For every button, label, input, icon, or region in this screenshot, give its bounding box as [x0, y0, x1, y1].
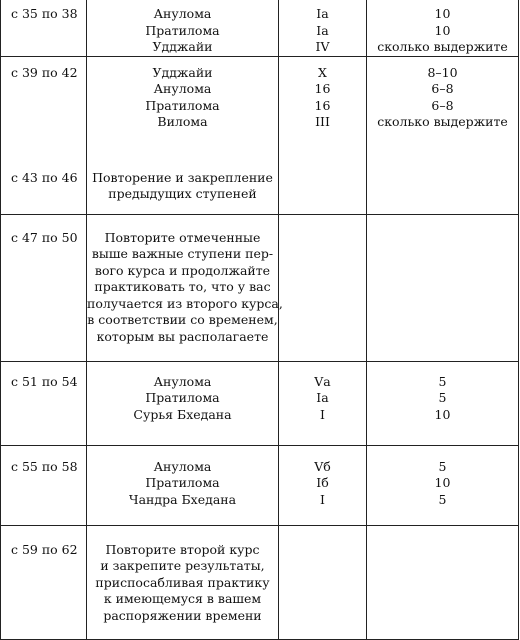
period-cell: [1, 361, 87, 445]
period-label: с 35 по 38: [11, 6, 78, 21]
level-value: I: [320, 406, 325, 422]
exercise-name: Сурья Бхедана: [133, 406, 232, 422]
exercise-name: Удджайи: [152, 39, 213, 54]
level-value: 16: [314, 97, 331, 113]
period-cell: [1, 214, 87, 361]
description-cell: [87, 214, 283, 361]
description-line: вого курса и продолжайте: [94, 262, 271, 278]
exercise-name: Анулома: [153, 81, 212, 96]
count-value: 10: [434, 22, 451, 38]
level-value: III: [315, 114, 330, 129]
level-cell: [279, 445, 367, 525]
period-label: с 59 по 62: [11, 541, 78, 557]
table-row: [1, 56, 519, 214]
description-line: Повторите второй курс: [105, 541, 260, 557]
exercise-cell: [87, 56, 279, 214]
period-cell: [1, 445, 87, 525]
count-cell: [367, 0, 519, 56]
description-line: получается из второго курса,: [87, 295, 283, 311]
count-value: 5: [438, 390, 447, 405]
count-cell: [367, 525, 519, 639]
count-cell: [367, 361, 519, 445]
level-value: Iа: [316, 390, 329, 405]
level-value: I: [320, 491, 325, 507]
table-row: [1, 445, 519, 525]
level-value: Vа: [314, 373, 331, 389]
level-cell: [279, 56, 367, 214]
description-line: к имеющемуся в вашем: [103, 591, 262, 606]
table-row: [1, 525, 519, 639]
count-value: 10: [434, 406, 451, 422]
exercise-name: Пратилома: [145, 390, 220, 405]
exercise-name: Чандра Бхедана: [128, 491, 237, 507]
level-value: Ia: [316, 6, 329, 21]
exercise-cell: [87, 361, 279, 445]
level-cell: [279, 361, 367, 445]
exercise-name: Пратилома: [145, 97, 220, 113]
description-line: практиковать то, что у вас: [94, 279, 271, 294]
level-cell: [279, 214, 367, 361]
period-label: с 47 по 50: [11, 229, 78, 245]
table-row: [1, 214, 519, 361]
exercise-name: Анулома: [153, 6, 212, 21]
count-cell: [367, 214, 519, 361]
exercise-name: Удджайи: [152, 64, 213, 80]
description-line: выше важные ступени пер-: [91, 246, 274, 261]
level-cell: [279, 525, 367, 639]
count-value: сколько выдержите: [377, 114, 508, 129]
level-value: X: [318, 64, 327, 80]
exercise-name: Пратилома: [145, 22, 220, 38]
description-line: в соответствии со временем,: [87, 312, 278, 327]
description-line: Повторите отмеченные: [104, 229, 261, 245]
count-value: 6–8: [431, 81, 454, 96]
period-label: с 51 по 54: [11, 373, 78, 389]
level-value: 16: [314, 81, 331, 96]
period-cell: [1, 0, 87, 56]
table-row: [1, 361, 519, 445]
count-cell: [367, 56, 519, 214]
table-row: [1, 0, 519, 56]
description-line: которым вы располагаете: [96, 328, 269, 344]
exercise-name: Пратилома: [145, 475, 220, 490]
count-value: 10: [434, 6, 451, 21]
count-value: 5: [438, 458, 447, 474]
level-value: IV: [315, 39, 330, 54]
level-value: Vб: [314, 458, 331, 474]
period-cell: [1, 525, 87, 639]
count-value: 6–8: [431, 97, 454, 113]
exercise-name: Анулома: [153, 458, 212, 474]
level-value: Iб: [316, 475, 329, 490]
description-cell: [87, 525, 279, 639]
description-line: предыдущих ступеней: [108, 186, 257, 201]
count-value: 5: [438, 491, 447, 507]
count-value: 10: [434, 475, 451, 490]
period-cell: [1, 56, 87, 214]
level-value: Ia: [316, 22, 329, 38]
exercise-cell: [87, 445, 279, 525]
count-value: 5: [438, 373, 447, 389]
exercise-name: Вилома: [157, 114, 208, 129]
description-line: приспосабливая практику: [95, 574, 270, 590]
description-line: и закрепите результаты,: [100, 558, 265, 573]
period-label: с 39 по 42: [11, 64, 78, 80]
exercise-cell: [87, 0, 279, 56]
count-cell: [367, 445, 519, 525]
count-value: 8–10: [427, 64, 458, 80]
exercise-name: Анулома: [153, 373, 212, 389]
level-cell: [279, 0, 367, 56]
sub-period-label: с 43 по 46: [11, 170, 78, 185]
description-line: Повторение и закрепление: [92, 169, 273, 185]
description-line: распоряжении времени: [103, 607, 262, 623]
period-label: с 55 по 58: [11, 458, 78, 474]
count-value: сколько выдержите: [377, 39, 508, 54]
